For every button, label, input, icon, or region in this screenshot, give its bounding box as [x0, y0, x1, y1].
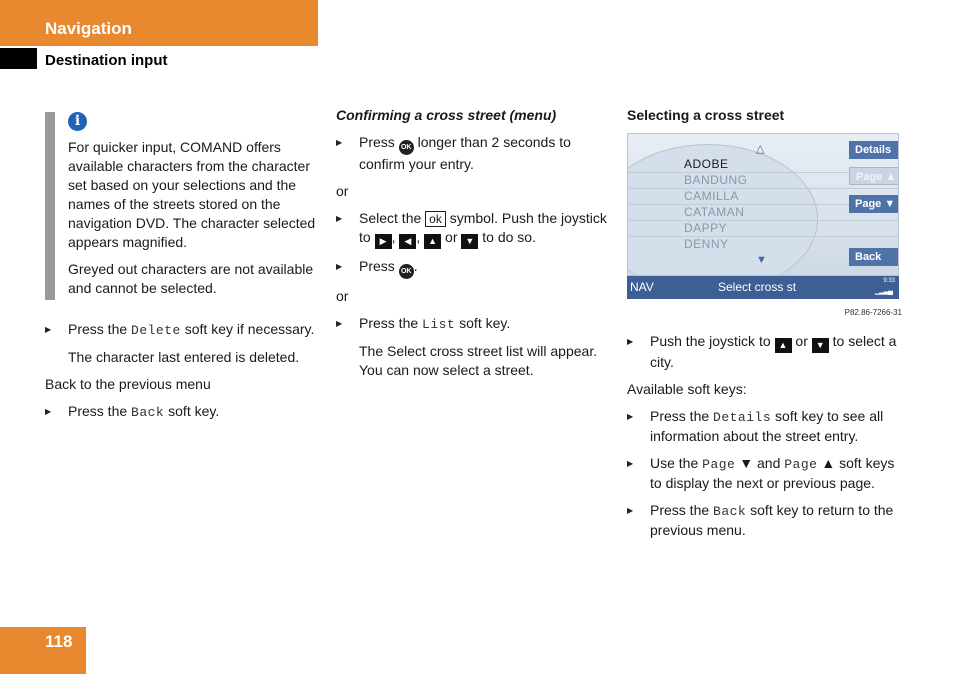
page-number-box — [0, 627, 86, 674]
softkey-label: Delete — [131, 323, 181, 338]
instruction-step: ▶ Press the List soft key. — [336, 314, 611, 334]
softkey-label: Page — [702, 457, 736, 472]
softkey-label: Back — [131, 405, 165, 420]
scroll-up-icon: △ — [756, 143, 765, 155]
instruction-step: ▶ Push the joystick to ▲ or ▼ to select a city. — [627, 332, 902, 372]
ok-button-icon: OK — [399, 264, 414, 279]
ok-symbol-icon: ok — [425, 211, 446, 227]
arrow-down-icon: ▼ — [812, 338, 829, 353]
softkey-label: List — [422, 317, 456, 332]
instruction-step: ▶ Press the Details soft key to see all information about the street entry. — [627, 407, 902, 446]
section-heading: Selecting a cross street — [627, 107, 785, 123]
or-separator: or — [336, 288, 349, 304]
instruction-step: ▶ Press OK . — [336, 257, 611, 279]
arrow-up-icon: ▲ — [775, 338, 792, 353]
or-separator: or — [336, 183, 349, 199]
arrow-right-icon: ▶ — [375, 234, 392, 249]
arrow-up-icon: ▲ — [424, 234, 441, 249]
subheading: Available soft keys: — [627, 381, 747, 397]
street-list-item: CATAMAN — [684, 205, 745, 219]
instruction-step: ▶ Press the Back soft key to return to the previous menu. — [627, 501, 902, 540]
softkey-label: Back — [713, 504, 747, 519]
street-list-item-selected: ADOBE — [684, 157, 729, 171]
subheading: Back to the previous menu — [45, 376, 211, 392]
ok-button-icon: OK — [399, 140, 414, 155]
instruction-step: ▶ Press the Back soft key. — [45, 402, 320, 422]
instruction-step: ▶ Select the ok symbol. Push the joystick to ▶ , ◀ , ▲ or ▼ to do so. — [336, 209, 611, 249]
status-message: Select cross st — [718, 280, 797, 294]
column-left — [45, 106, 320, 430]
signal-strength-icon: ▁▂▃▄ — [874, 288, 892, 295]
comand-screen-image — [627, 133, 899, 299]
softkey-label: Page — [784, 457, 818, 472]
column-middle — [336, 106, 611, 388]
scroll-down-icon: ▼ — [756, 254, 767, 266]
street-list-item: DENNY — [684, 237, 729, 251]
screen-back-softkey: Back — [849, 248, 899, 266]
section-title: Navigation — [45, 19, 132, 38]
softkey-label: Details — [713, 410, 772, 425]
street-list-item: CAMILLA — [684, 189, 739, 203]
arrow-down-icon: ▼ — [461, 234, 478, 249]
screen-page-down-softkey: Page ▼ — [849, 195, 899, 213]
info-box — [45, 112, 320, 298]
section-heading: Confirming a cross street (menu) — [336, 107, 557, 123]
info-paragraph: For quicker input, COMAND offers available characters from the character set based on your selections and the names of the streets stored on the navigation DVD. The character selected appears magnified. — [68, 139, 316, 250]
image-reference: P82.86-7266-31 — [844, 308, 902, 317]
instruction-step: ▶ Use the Page ▼ and Page ▲ soft keys to display the next or previous page. — [627, 454, 902, 493]
screen-display — [627, 133, 899, 276]
screen-page-up-softkey: Page ▲ — [849, 167, 899, 185]
status-clock: 9:33 — [883, 278, 895, 284]
result-note: The Select cross street list will appear. You can now select a street. — [359, 343, 598, 378]
street-list-item: DAPPY — [684, 221, 728, 235]
street-list-item: BANDUNG — [684, 173, 748, 187]
instruction-step: ▶ Press OK longer than 2 seconds to confirm your entry. — [336, 133, 611, 174]
screen-details-softkey: Details — [849, 141, 899, 159]
info-paragraph: Greyed out characters are not available and cannot be selected. — [68, 261, 314, 296]
status-nav-label: NAV — [630, 280, 654, 294]
instruction-step: ▶ Press the Delete soft key if necessary. — [45, 320, 320, 340]
column-right — [627, 106, 902, 548]
result-note: The character last entered is deleted. — [68, 349, 300, 365]
subsection-marker — [0, 48, 37, 69]
page-number: 118 — [45, 632, 73, 651]
street-list — [684, 156, 748, 252]
info-bar — [45, 112, 55, 300]
subsection-title: Destination input — [45, 52, 168, 69]
info-icon: i — [68, 112, 87, 131]
arrow-left-icon: ◀ — [399, 234, 416, 249]
screen-status-bar — [627, 276, 899, 299]
